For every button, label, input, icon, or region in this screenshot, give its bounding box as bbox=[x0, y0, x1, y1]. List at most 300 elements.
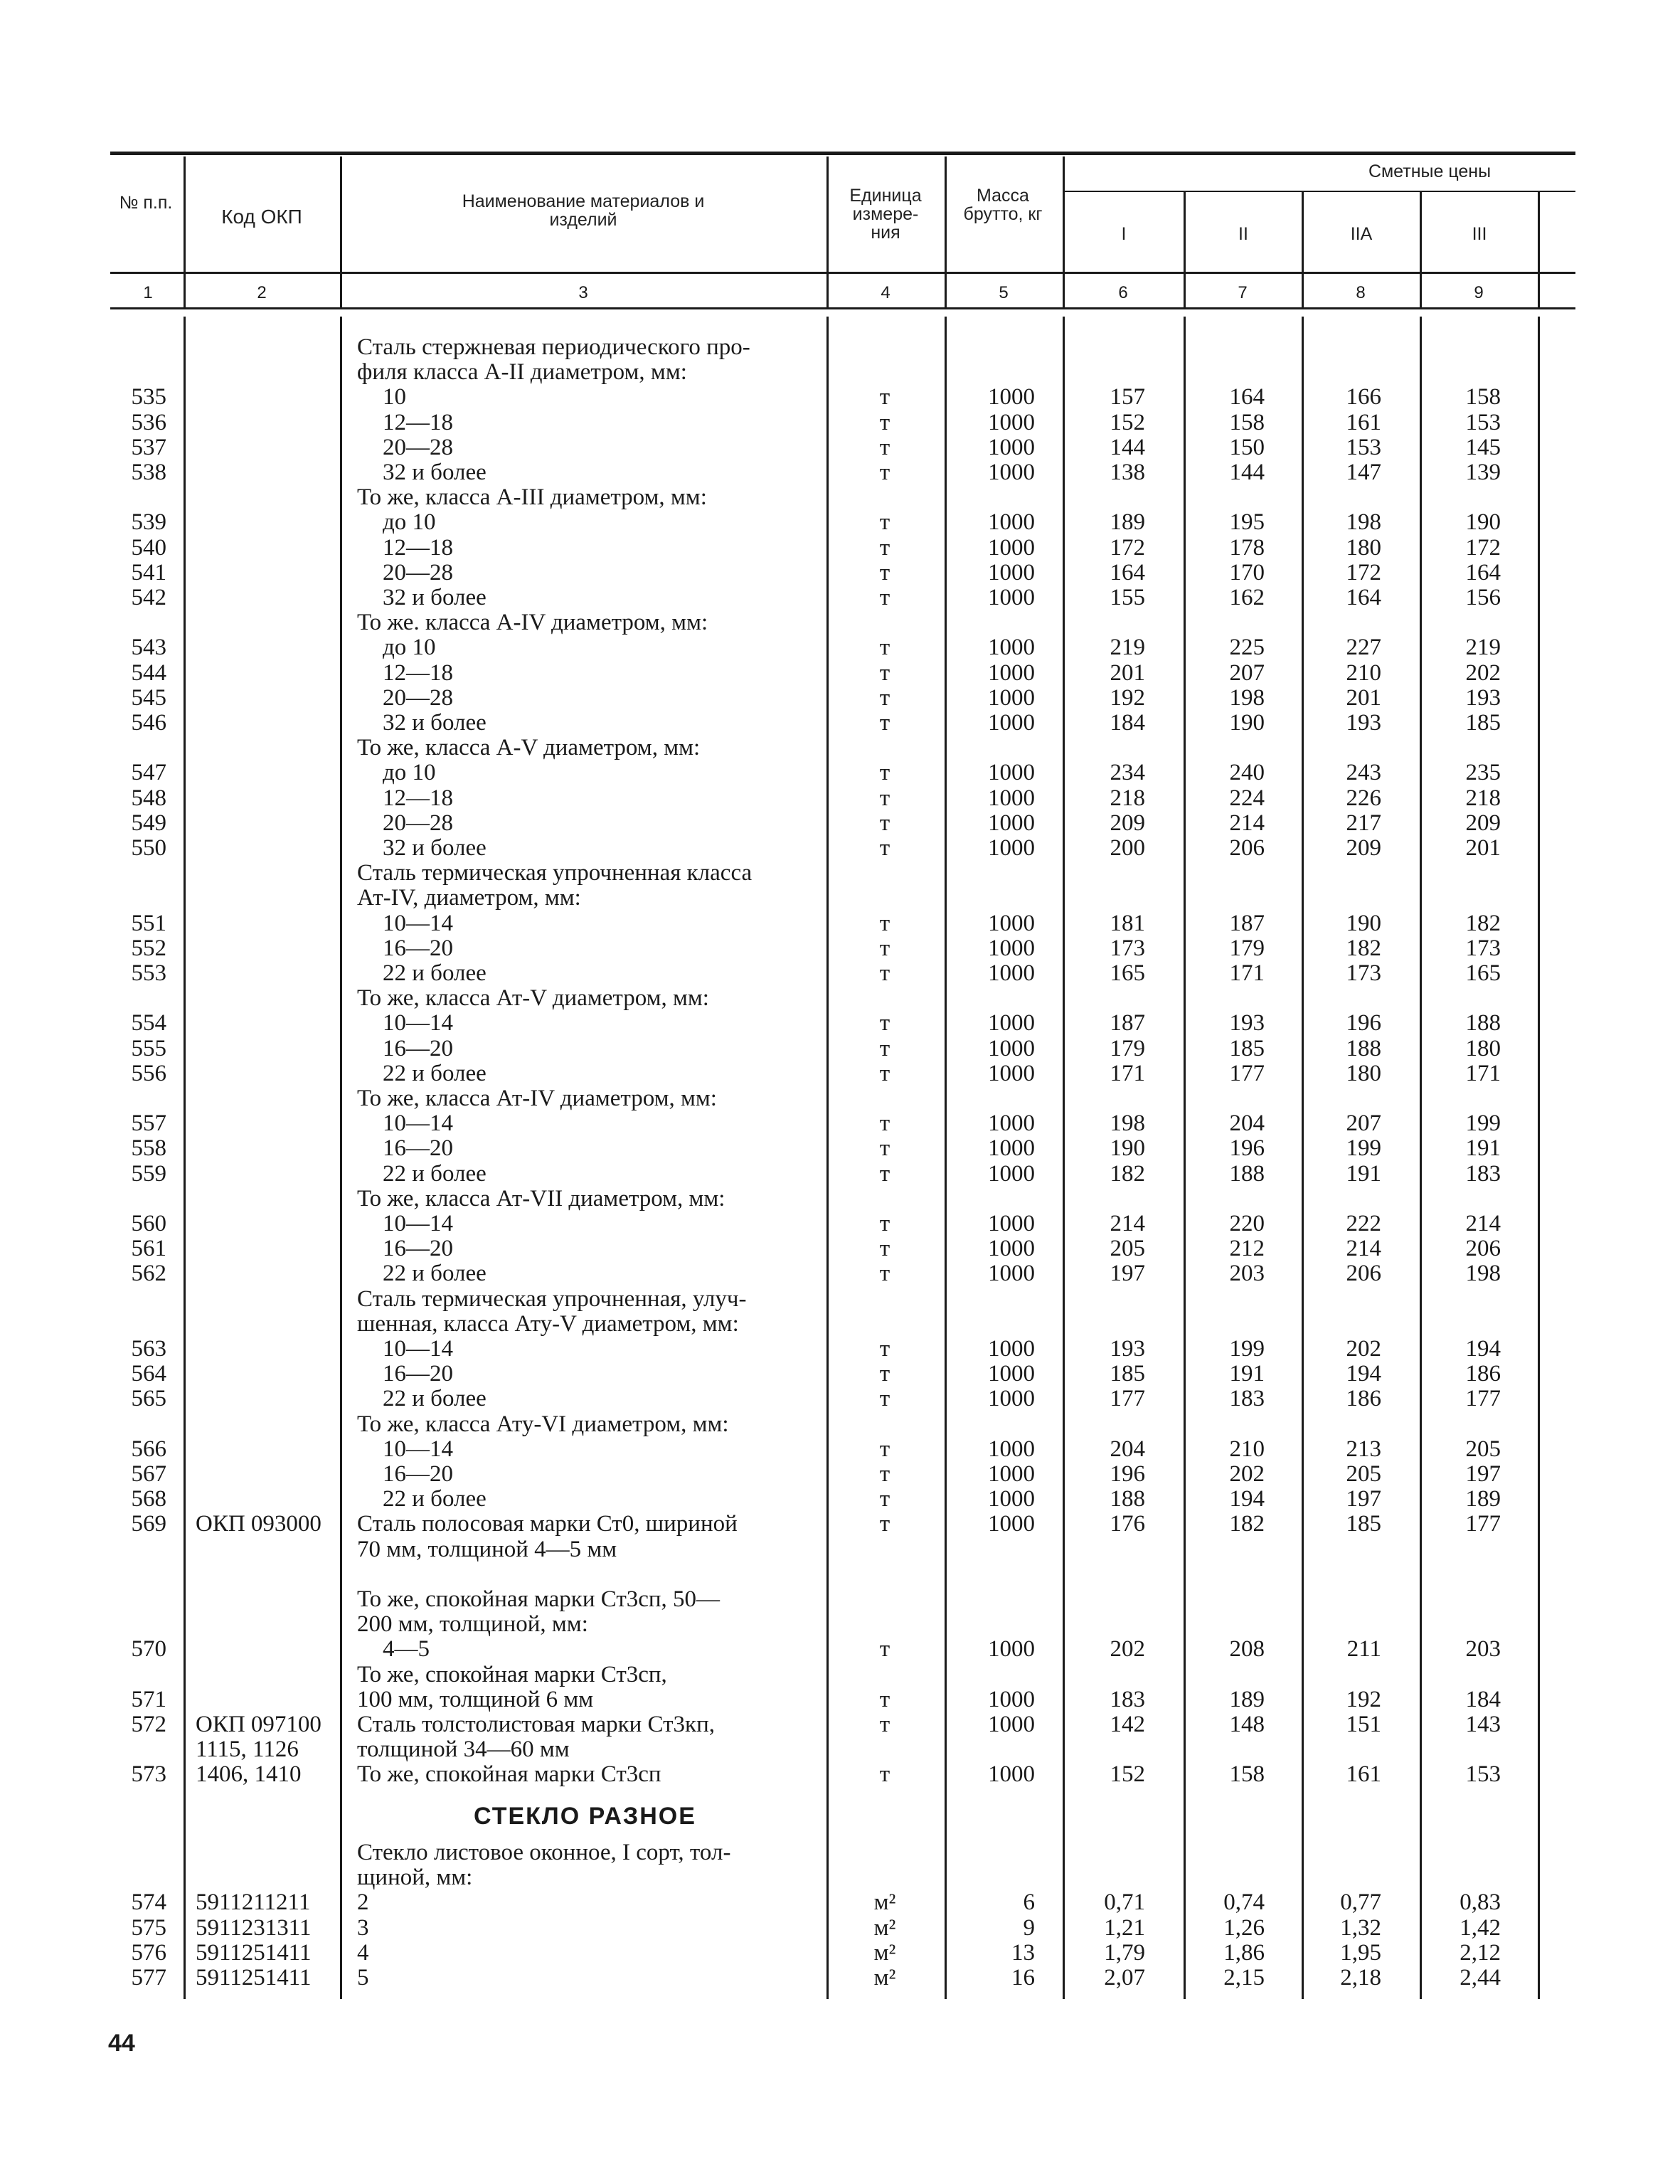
row-name: Сталь термическая упрочненная класса bbox=[357, 860, 753, 886]
row-unit: т bbox=[879, 1436, 890, 1462]
row-name: до 10 bbox=[383, 509, 436, 536]
column-number: 6 bbox=[1118, 283, 1128, 302]
row-unit: м² bbox=[873, 1939, 896, 1966]
row-price-I: 179 bbox=[1110, 1035, 1145, 1061]
row-price-II: 177 bbox=[1229, 1060, 1265, 1086]
row-number: 564 bbox=[131, 1361, 166, 1387]
row-price-I: 1,79 bbox=[1104, 1939, 1145, 1966]
row-name: 10—14 bbox=[383, 1010, 453, 1037]
row-name: Сталь термическая упрочненная, улуч- bbox=[357, 1286, 747, 1312]
row-price-II: 191 bbox=[1229, 1361, 1265, 1387]
row-price-IIA: 196 bbox=[1346, 1010, 1381, 1037]
row-name: 16—20 bbox=[383, 1361, 453, 1387]
row-name: То же, класса Ату-VI диаметром, мм: bbox=[357, 1411, 729, 1437]
row-unit: т bbox=[879, 409, 890, 435]
row-price-II: 199 bbox=[1229, 1336, 1265, 1362]
row-unit: т bbox=[879, 509, 890, 536]
row-mass: 1000 bbox=[988, 1761, 1035, 1788]
row-number: 537 bbox=[131, 434, 166, 460]
row-price-I: 205 bbox=[1110, 1236, 1145, 1262]
row-number: 548 bbox=[131, 785, 166, 811]
row-unit: т bbox=[879, 810, 890, 836]
row-price-IIA: 185 bbox=[1346, 1511, 1381, 1537]
row-price-IIA: 213 bbox=[1346, 1436, 1381, 1462]
row-price-IIA: 164 bbox=[1346, 585, 1381, 610]
header-col-unit: Единица измере- ния bbox=[849, 186, 922, 243]
header-divider bbox=[945, 157, 947, 309]
row-name: 20—28 bbox=[383, 559, 453, 585]
row-name: 12—18 bbox=[383, 785, 453, 811]
row-price-I: 201 bbox=[1110, 659, 1145, 686]
row-price-III: 164 bbox=[1465, 559, 1501, 585]
row-price-I: 0,71 bbox=[1104, 1889, 1145, 1916]
row-mass: 1000 bbox=[988, 1160, 1035, 1187]
row-price-III: 139 bbox=[1465, 460, 1501, 485]
row-unit: т bbox=[879, 1010, 890, 1037]
row-price-III: 173 bbox=[1465, 935, 1501, 961]
row-price-II: 158 bbox=[1229, 1761, 1265, 1788]
row-mass: 1000 bbox=[988, 460, 1035, 485]
row-mass: 1000 bbox=[988, 1636, 1035, 1663]
row-number: 568 bbox=[131, 1486, 166, 1512]
row-mass: 1000 bbox=[988, 1361, 1035, 1387]
row-price-IIA: 227 bbox=[1346, 635, 1381, 661]
row-price-I: 164 bbox=[1110, 559, 1145, 585]
row-name: То же, спокойная марки Ст3сп, bbox=[357, 1661, 667, 1687]
row-price-II: 178 bbox=[1229, 534, 1265, 561]
row-price-IIA: 173 bbox=[1346, 960, 1381, 986]
column-number: 8 bbox=[1356, 283, 1366, 302]
row-price-II: 212 bbox=[1229, 1236, 1265, 1262]
row-price-III: 145 bbox=[1465, 434, 1501, 460]
row-mass: 1000 bbox=[988, 1135, 1035, 1162]
row-price-II: 188 bbox=[1229, 1160, 1265, 1187]
row-mass: 1000 bbox=[988, 1236, 1035, 1262]
row-number: 554 bbox=[131, 1010, 166, 1037]
row-price-II: 207 bbox=[1229, 659, 1265, 686]
row-price-IIA: 243 bbox=[1346, 760, 1381, 786]
row-price-III: 193 bbox=[1465, 684, 1501, 711]
row-price-I: 171 bbox=[1110, 1060, 1145, 1086]
row-mass: 1000 bbox=[988, 810, 1035, 836]
row-name: филя класса А-II диаметром, мм: bbox=[357, 359, 687, 386]
row-price-II: 203 bbox=[1229, 1261, 1265, 1287]
row-unit: т bbox=[879, 1361, 890, 1387]
row-unit: т bbox=[879, 1336, 890, 1362]
row-unit: м² bbox=[873, 1965, 896, 1990]
row-price-IIA: 207 bbox=[1346, 1110, 1381, 1137]
row-name: То же, класса Ат-VII диаметром, мм: bbox=[357, 1185, 725, 1212]
row-mass: 1000 bbox=[988, 635, 1035, 661]
row-name: 22 и более bbox=[383, 1386, 487, 1412]
row-mass: 1000 bbox=[988, 1261, 1035, 1287]
row-mass: 1000 bbox=[988, 710, 1035, 736]
row-number: 565 bbox=[131, 1386, 166, 1412]
row-name: 200 мм, толщиной, мм: bbox=[357, 1611, 588, 1638]
row-price-I: 197 bbox=[1110, 1261, 1145, 1287]
row-unit: т bbox=[879, 1135, 890, 1162]
row-price-III: 214 bbox=[1465, 1211, 1501, 1236]
row-mass: 1000 bbox=[988, 409, 1035, 435]
row-price-I: 214 bbox=[1110, 1211, 1145, 1236]
row-price-III: 2,12 bbox=[1460, 1939, 1501, 1966]
row-price-III: 197 bbox=[1465, 1461, 1501, 1487]
row-price-II: 170 bbox=[1229, 559, 1265, 585]
row-name: 10—14 bbox=[383, 1211, 453, 1236]
row-price-I: 188 bbox=[1110, 1486, 1145, 1512]
row-price-III: 188 bbox=[1465, 1010, 1501, 1037]
row-price-I: 144 bbox=[1110, 434, 1145, 460]
row-price-IIA: 161 bbox=[1346, 1761, 1381, 1788]
row-price-IIA: 191 bbox=[1346, 1160, 1381, 1187]
row-code: 1406, 1410 bbox=[196, 1761, 302, 1788]
row-name: до 10 bbox=[383, 760, 436, 786]
row-name: 10 bbox=[383, 384, 406, 410]
row-number: 562 bbox=[131, 1261, 166, 1287]
row-price-IIA: 161 bbox=[1346, 409, 1381, 435]
row-name: 12—18 bbox=[383, 534, 453, 561]
row-unit: т bbox=[879, 1511, 890, 1537]
row-price-I: 172 bbox=[1110, 534, 1145, 561]
row-price-III: 184 bbox=[1465, 1686, 1501, 1712]
row-unit: т bbox=[879, 434, 890, 460]
row-price-II: 2,15 bbox=[1223, 1965, 1265, 1990]
row-unit: т bbox=[879, 684, 890, 711]
section-title: СТЕКЛО РАЗНОЕ bbox=[474, 1803, 696, 1830]
row-mass: 6 bbox=[1023, 1889, 1035, 1916]
row-price-II: 150 bbox=[1229, 434, 1265, 460]
row-price-II: 162 bbox=[1229, 585, 1265, 610]
row-number: 549 bbox=[131, 810, 166, 836]
row-price-I: 181 bbox=[1110, 910, 1145, 936]
row-name: 22 и более bbox=[383, 960, 487, 986]
row-price-IIA: 226 bbox=[1346, 785, 1381, 811]
row-price-II: 171 bbox=[1229, 960, 1265, 986]
row-price-IIA: 199 bbox=[1346, 1135, 1381, 1162]
row-mass: 1000 bbox=[988, 659, 1035, 686]
column-number: 1 bbox=[143, 283, 153, 302]
row-unit: т bbox=[879, 1486, 890, 1512]
row-price-III: 156 bbox=[1465, 585, 1501, 610]
header-price-col-I: I bbox=[1121, 224, 1127, 244]
row-price-II: 195 bbox=[1229, 509, 1265, 536]
body-divider bbox=[826, 317, 829, 1999]
header-divider bbox=[1063, 157, 1065, 309]
row-name: 10—14 bbox=[383, 910, 453, 936]
row-number: 555 bbox=[131, 1035, 166, 1061]
header-col-mass: Масса брутто, кг bbox=[963, 186, 1043, 224]
row-price-I: 193 bbox=[1110, 1336, 1145, 1362]
row-unit: т bbox=[879, 1386, 890, 1412]
row-mass: 9 bbox=[1023, 1914, 1035, 1941]
row-unit: т bbox=[879, 1686, 890, 1712]
row-number: 560 bbox=[131, 1211, 166, 1236]
row-price-IIA: 206 bbox=[1346, 1261, 1381, 1287]
row-price-IIA: 182 bbox=[1346, 935, 1381, 961]
row-mass: 1000 bbox=[988, 1686, 1035, 1712]
row-unit: т bbox=[879, 1461, 890, 1487]
row-price-III: 190 bbox=[1465, 509, 1501, 536]
row-price-IIA: 210 bbox=[1346, 659, 1381, 686]
row-mass: 1000 bbox=[988, 1436, 1035, 1462]
row-price-II: 224 bbox=[1229, 785, 1265, 811]
row-name: 32 и более bbox=[383, 835, 487, 861]
prices-subheader-rule bbox=[1063, 191, 1575, 192]
header-col-name: Наименование материалов и изделий bbox=[462, 191, 705, 230]
row-price-III: 180 bbox=[1465, 1035, 1501, 1061]
row-price-III: 183 bbox=[1465, 1160, 1501, 1187]
row-number: 572 bbox=[131, 1712, 166, 1737]
row-name: 100 мм, толщиной 6 мм bbox=[357, 1686, 594, 1712]
row-mass: 1000 bbox=[988, 785, 1035, 811]
row-number: 545 bbox=[131, 684, 166, 711]
row-unit: т bbox=[879, 534, 890, 561]
row-price-II: 1,86 bbox=[1223, 1939, 1265, 1966]
row-price-III: 209 bbox=[1465, 810, 1501, 836]
row-price-I: 218 bbox=[1110, 785, 1145, 811]
row-name: Сталь толстолистовая марки Ст3кп, bbox=[357, 1712, 715, 1737]
row-price-I: 202 bbox=[1110, 1636, 1145, 1663]
row-price-II: 193 bbox=[1229, 1010, 1265, 1037]
row-unit: м² bbox=[873, 1914, 896, 1941]
row-mass: 16 bbox=[1011, 1965, 1035, 1990]
row-number: 535 bbox=[131, 384, 166, 410]
row-unit: т bbox=[879, 785, 890, 811]
row-name: 20—28 bbox=[383, 434, 453, 460]
row-price-I: 190 bbox=[1110, 1135, 1145, 1162]
row-price-II: 204 bbox=[1229, 1110, 1265, 1137]
row-name: Сталь стержневая периодического про- bbox=[357, 334, 750, 360]
row-number: 566 bbox=[131, 1436, 166, 1462]
column-number: 7 bbox=[1238, 283, 1248, 302]
row-price-III: 185 bbox=[1465, 710, 1501, 736]
row-price-I: 196 bbox=[1110, 1461, 1145, 1487]
row-number: 551 bbox=[131, 910, 166, 936]
row-number: 571 bbox=[131, 1686, 166, 1712]
row-price-IIA: 198 bbox=[1346, 509, 1381, 536]
row-price-III: 2,44 bbox=[1460, 1965, 1501, 1990]
row-name: 20—28 bbox=[383, 810, 453, 836]
row-price-III: 189 bbox=[1465, 1486, 1501, 1512]
body-divider bbox=[945, 317, 947, 1999]
row-name: То же, спокойная марки Ст3сп, 50— bbox=[357, 1586, 721, 1612]
row-price-I: 138 bbox=[1110, 460, 1145, 485]
row-price-IIA: 172 bbox=[1346, 559, 1381, 585]
row-price-II: 225 bbox=[1229, 635, 1265, 661]
row-price-I: 192 bbox=[1110, 684, 1145, 711]
row-mass: 1000 bbox=[988, 935, 1035, 961]
row-unit: м² bbox=[873, 1889, 896, 1916]
row-mass: 1000 bbox=[988, 1336, 1035, 1362]
row-price-I: 155 bbox=[1110, 585, 1145, 610]
row-name: щиной, мм: bbox=[357, 1865, 473, 1891]
row-price-IIA: 217 bbox=[1346, 810, 1381, 836]
row-unit: т bbox=[879, 960, 890, 986]
header-price-col-II: II bbox=[1238, 224, 1248, 244]
row-price-I: 165 bbox=[1110, 960, 1145, 986]
row-price-II: 220 bbox=[1229, 1211, 1265, 1236]
row-number: 539 bbox=[131, 509, 166, 536]
row-price-IIA: 151 bbox=[1346, 1712, 1381, 1737]
row-price-II: 0,74 bbox=[1223, 1889, 1265, 1916]
header-divider bbox=[826, 157, 829, 309]
row-name: Ат-IV, диаметром, мм: bbox=[357, 885, 581, 911]
header-divider bbox=[1538, 192, 1540, 309]
row-name: 22 и более bbox=[383, 1261, 487, 1287]
header-price-col-III: III bbox=[1472, 224, 1487, 244]
row-price-I: 182 bbox=[1110, 1160, 1145, 1187]
row-price-IIA: 147 bbox=[1346, 460, 1381, 485]
row-name: То же. класса А-IV диаметром, мм: bbox=[357, 610, 708, 636]
row-price-I: 189 bbox=[1110, 509, 1145, 536]
row-price-III: 165 bbox=[1465, 960, 1501, 986]
row-unit: т bbox=[879, 460, 890, 485]
row-mass: 1000 bbox=[988, 534, 1035, 561]
header-divider bbox=[184, 157, 186, 309]
row-price-III: 171 bbox=[1465, 1060, 1501, 1086]
row-unit: т bbox=[879, 835, 890, 861]
header-divider bbox=[1184, 192, 1186, 309]
row-number: 557 bbox=[131, 1110, 166, 1137]
header-col-code: Код ОКП bbox=[221, 206, 302, 228]
row-price-IIA: 2,18 bbox=[1340, 1965, 1381, 1990]
colnum-bottom-rule bbox=[110, 307, 1575, 309]
row-unit: т bbox=[879, 384, 890, 410]
row-code: 5911251411 bbox=[196, 1965, 312, 1990]
row-price-II: 194 bbox=[1229, 1486, 1265, 1512]
row-name: 10—14 bbox=[383, 1336, 453, 1362]
row-number: 536 bbox=[131, 409, 166, 435]
row-price-I: 157 bbox=[1110, 384, 1145, 410]
row-unit: т bbox=[879, 635, 890, 661]
row-name: 4—5 bbox=[383, 1636, 430, 1663]
row-price-I: 234 bbox=[1110, 760, 1145, 786]
header-bottom-rule bbox=[110, 272, 1575, 274]
row-mass: 1000 bbox=[988, 434, 1035, 460]
row-name: 10—14 bbox=[383, 1110, 453, 1137]
row-name: 16—20 bbox=[383, 935, 453, 961]
row-name: до 10 bbox=[383, 635, 436, 661]
row-name: 5 bbox=[357, 1965, 369, 1990]
row-mass: 1000 bbox=[988, 835, 1035, 861]
row-price-III: 202 bbox=[1465, 659, 1501, 686]
row-mass: 1000 bbox=[988, 1035, 1035, 1061]
row-price-IIA: 166 bbox=[1346, 384, 1381, 410]
row-price-IIA: 1,32 bbox=[1340, 1914, 1381, 1941]
header-price-col-IIA: IIA bbox=[1350, 224, 1373, 244]
row-code: 5911231311 bbox=[196, 1914, 312, 1941]
row-name: шенная, класса Ату-V диаметром, мм: bbox=[357, 1310, 739, 1337]
row-mass: 1000 bbox=[988, 509, 1035, 536]
row-price-III: 206 bbox=[1465, 1236, 1501, 1262]
body-divider bbox=[340, 317, 342, 1999]
row-number: 561 bbox=[131, 1236, 166, 1262]
row-price-III: 0,83 bbox=[1460, 1889, 1501, 1916]
row-price-IIA: 180 bbox=[1346, 1060, 1381, 1086]
row-price-III: 194 bbox=[1465, 1336, 1501, 1362]
row-name: 32 и более bbox=[383, 585, 487, 610]
row-price-II: 187 bbox=[1229, 910, 1265, 936]
row-price-III: 201 bbox=[1465, 835, 1501, 861]
row-name: 2 bbox=[357, 1889, 369, 1916]
row-number: 559 bbox=[131, 1160, 166, 1187]
row-price-II: 183 bbox=[1229, 1386, 1265, 1412]
row-mass: 1000 bbox=[988, 1461, 1035, 1487]
row-price-II: 164 bbox=[1229, 384, 1265, 410]
row-price-I: 219 bbox=[1110, 635, 1145, 661]
header-divider bbox=[340, 157, 342, 309]
row-name: 22 и более bbox=[383, 1486, 487, 1512]
row-code: 5911211211 bbox=[196, 1889, 311, 1916]
row-price-II: 208 bbox=[1229, 1636, 1265, 1663]
row-price-IIA: 192 bbox=[1346, 1686, 1381, 1712]
row-price-III: 153 bbox=[1465, 1761, 1501, 1788]
row-code: 5911251411 bbox=[196, 1939, 312, 1966]
row-name: толщиной 34—60 мм bbox=[357, 1737, 570, 1763]
row-price-I: 1,21 bbox=[1104, 1914, 1145, 1941]
row-price-III: 235 bbox=[1465, 760, 1501, 786]
row-price-II: 185 bbox=[1229, 1035, 1265, 1061]
row-mass: 1000 bbox=[988, 1211, 1035, 1236]
row-name: 22 и более bbox=[383, 1060, 487, 1086]
row-price-IIA: 153 bbox=[1346, 434, 1381, 460]
row-number: 540 bbox=[131, 534, 166, 561]
row-price-IIA: 193 bbox=[1346, 710, 1381, 736]
row-unit: т bbox=[879, 1236, 890, 1262]
header-divider bbox=[1420, 192, 1422, 309]
row-number: 574 bbox=[131, 1889, 166, 1916]
row-code: ОКП 093000 bbox=[196, 1511, 321, 1537]
body-divider bbox=[1538, 317, 1540, 1999]
column-number: 3 bbox=[578, 283, 588, 302]
row-number: 577 bbox=[131, 1965, 166, 1990]
row-price-IIA: 205 bbox=[1346, 1461, 1381, 1487]
row-price-II: 189 bbox=[1229, 1686, 1265, 1712]
row-price-IIA: 197 bbox=[1346, 1486, 1381, 1512]
row-price-II: 206 bbox=[1229, 835, 1265, 861]
row-code: ОКП 097100 bbox=[196, 1712, 321, 1737]
row-name: 22 и более bbox=[383, 1160, 487, 1187]
row-name: То же, класса Ат-V диаметром, мм: bbox=[357, 985, 709, 1012]
column-number: 2 bbox=[257, 283, 267, 302]
row-price-IIA: 190 bbox=[1346, 910, 1381, 936]
row-name: 32 и более bbox=[383, 710, 487, 736]
row-unit: т bbox=[879, 910, 890, 936]
row-unit: т bbox=[879, 1035, 890, 1061]
row-mass: 13 bbox=[1011, 1939, 1035, 1966]
row-number: 542 bbox=[131, 585, 166, 610]
row-mass: 1000 bbox=[988, 384, 1035, 410]
row-price-I: 173 bbox=[1110, 935, 1145, 961]
row-unit: т bbox=[879, 1636, 890, 1663]
row-unit: т bbox=[879, 1060, 890, 1086]
row-code: 1115, 1126 bbox=[196, 1737, 299, 1763]
row-price-IIA: 188 bbox=[1346, 1035, 1381, 1061]
column-number: 4 bbox=[881, 283, 890, 302]
row-number: 575 bbox=[131, 1914, 166, 1941]
row-unit: т bbox=[879, 1712, 890, 1737]
row-price-III: 198 bbox=[1465, 1261, 1501, 1287]
row-price-II: 202 bbox=[1229, 1461, 1265, 1487]
row-price-II: 1,26 bbox=[1223, 1914, 1265, 1941]
row-unit: т bbox=[879, 559, 890, 585]
row-unit: т bbox=[879, 1261, 890, 1287]
page-number: 44 bbox=[108, 2030, 135, 2057]
row-price-II: 210 bbox=[1229, 1436, 1265, 1462]
row-price-III: 153 bbox=[1465, 409, 1501, 435]
row-price-II: 240 bbox=[1229, 760, 1265, 786]
row-price-IIA: 209 bbox=[1346, 835, 1381, 861]
